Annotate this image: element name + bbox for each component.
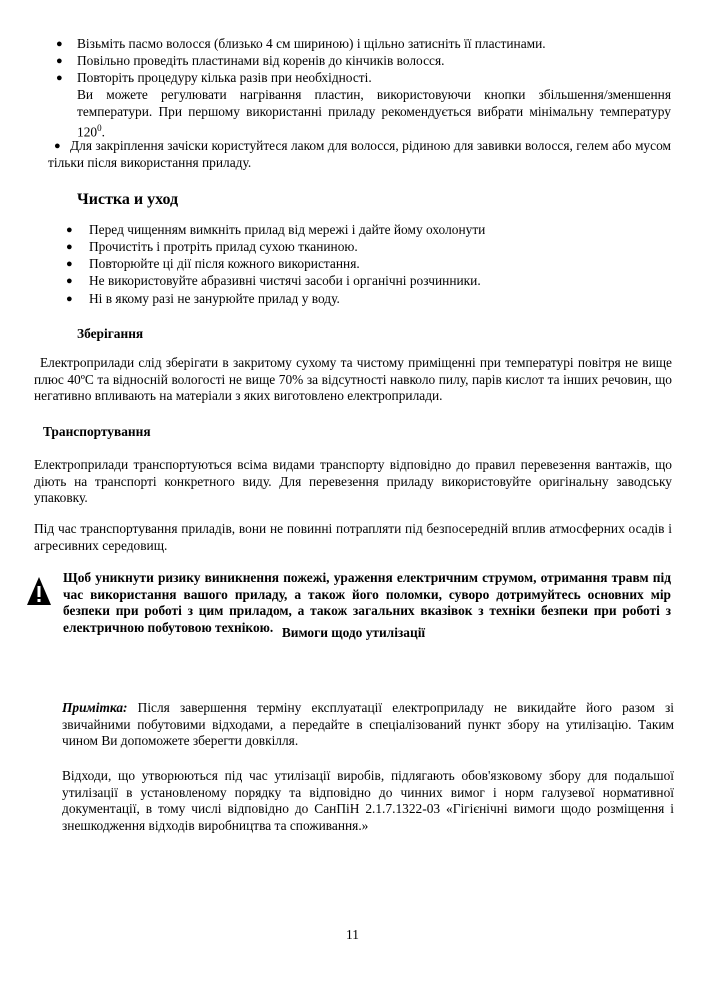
section-title-transport: Транспортування bbox=[43, 424, 151, 439]
bullet-dot: ● bbox=[66, 258, 73, 270]
temperature-note: Ви можете регулювати нагрівання пластин, використовуючи кнопки збільшення/зменшення температури. При першому використанні приладу рекомендується вибрати мінімальну температуру $120^0$. bbox=[77, 87, 671, 140]
transport-paragraph-1: Електроприлади транспортуються всіма видами транспорту відповідно до правил перевезення вантажів, що діють на транспорті конкретного виду. Для перевезення приладу використовуйте оригінальну заводську упаковку. bbox=[34, 457, 672, 505]
transport-paragraph-2: Під час транспортування приладів, вони не повинні потрапляти під безпосередній вплив атмосферних осадів і агресивних середовищ. bbox=[34, 521, 672, 553]
page-number: 11 bbox=[346, 927, 359, 942]
bullet-dot: ● bbox=[66, 241, 73, 253]
list-item: Візьміть пасмо волосся (близько 4 см шириною) і щільно затисніть її пластинами. bbox=[77, 36, 546, 51]
list-item: Ні в якому разі не занурюйте прилад у воду. bbox=[89, 291, 340, 306]
section-title-cleaning: Чистка и уход bbox=[77, 191, 179, 208]
warning-text: Щоб уникнути ризику виникнення пожежі, ураження електричним струмом, отримання травм під час використання вашого приладу, а також його поломки, суворо дотримуйтесь основних мір безпеки при роботі з цим приладом, а також загальних вказівок з техніки безпеки при роботі з електричною побутовою технікою. bbox=[63, 570, 671, 635]
bullet-dot: ● bbox=[56, 55, 63, 67]
fixing-paragraph: Для закріплення зачіски користуйтеся лаком для волосся, рідиною для завивки волосся, гелем або мусом тільки після використання приладу. bbox=[48, 138, 671, 170]
list-item: Повільно проведіть пластинами від коренів до кінчиків волосся. bbox=[77, 53, 445, 68]
bullet-dot: ● bbox=[56, 38, 63, 50]
bullet-dot: ● bbox=[56, 72, 63, 84]
storage-paragraph: Електроприлади слід зберігати в закритому сухому та чистому приміщенні при температурі повітря не вище плюс 40ºС та відносній вологості не вище 70% за відсутності навколо пилу, парів кислот та інших речовин, що негативно впливають на матеріали з яких виготовлено електроприлади. bbox=[34, 355, 672, 403]
warning-icon bbox=[27, 577, 51, 605]
list-item: Повторюйте ці дії після кожного використання. bbox=[89, 256, 360, 271]
bullet-dot: ● bbox=[54, 140, 61, 152]
list-item: Перед чищенням вимкніть прилад від мережі і дайте йому охолонути bbox=[89, 222, 486, 237]
section-title-storage: Зберігання bbox=[77, 326, 144, 341]
note-label: Примітка: bbox=[62, 700, 128, 715]
bullet-dot: ● bbox=[66, 275, 73, 287]
list-item: Прочистіть і протріть прилад сухою тканиною. bbox=[89, 239, 358, 254]
section-title-disposal: Вимоги щодо утилізації bbox=[281, 625, 426, 640]
bullet-dot: ● bbox=[66, 224, 73, 236]
disposal-note: Примітка: Після завершення терміну експлуатації електроприладу не викидайте його разом зі звичайними побутовими відходами, а передайте в спеціалізований пункт збору на утилізацію. Таким чином Ви допоможете зберегти довкілля. bbox=[62, 700, 674, 748]
list-item: Не використовуйте абразивні чистячі засоби і органічні розчинники. bbox=[89, 273, 481, 288]
disposal-paragraph: Відходи, що утворюються під час утилізації виробів, підлягають обов'язковому збору для подальшої утилізації в установленому порядку та відповідно до чинних вимог і норм галузевої нормативної документації, в тому числі відповідно до СанПіН 2.1.7.1322-03 «Гігієнічні вимоги щодо розміщення і знешкодження відходів виробництва та споживання.» bbox=[62, 768, 674, 833]
list-item: Повторіть процедуру кілька разів при необхідності. bbox=[77, 70, 372, 85]
bullet-dot: ● bbox=[66, 293, 73, 305]
